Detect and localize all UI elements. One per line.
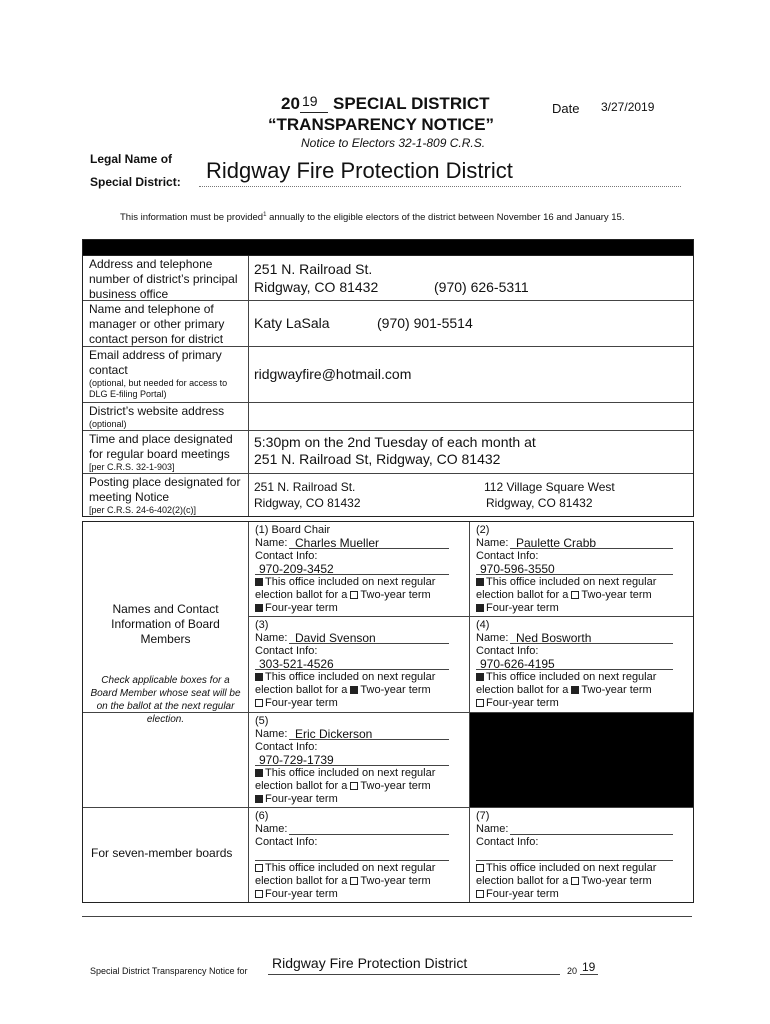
member-number: (2) [476, 524, 490, 536]
manager-name: Katy LaSala [254, 315, 330, 331]
member-name-value[interactable]: Charles Mueller [295, 536, 380, 550]
website-value [249, 403, 693, 430]
member-contact-label: Contact Info: [255, 550, 318, 562]
meeting-label-sub: [per C.R.S. 32-1-903] [89, 462, 175, 472]
posting-label-sub: [per C.R.S. 24-6-402(2)(c)] [89, 505, 197, 515]
bottom-rule [82, 916, 692, 917]
two-year-label: Two-year term [360, 875, 431, 887]
four-year-label: Four-year term [486, 602, 559, 614]
two-year-checkbox[interactable] [571, 686, 579, 694]
four-year-checkbox[interactable] [476, 890, 484, 898]
footer-district-underline [268, 974, 560, 975]
member-contact-value-line [476, 849, 687, 862]
website-row [83, 403, 693, 431]
member-contact-underline [255, 860, 449, 861]
member-name-value[interactable]: David Svenson [295, 631, 376, 645]
meeting-label: Time and place designated for regular board meetings [89, 432, 233, 461]
two-year-label: Two-year term [360, 780, 431, 792]
special-district-label: Special District: [90, 175, 181, 189]
meeting-line1: 5:30pm on the 2nd Tuesday of each month at [254, 434, 536, 450]
table-header-bar [83, 240, 693, 256]
two-year-checkbox[interactable] [350, 591, 358, 599]
footer-prefix: Special District Transparency Notice for [90, 966, 248, 976]
member-name-underline [289, 834, 449, 835]
email-label-sub: (optional, but needed for access to DLG E-filing Portal) [89, 378, 228, 399]
two-year-checkbox[interactable] [571, 591, 579, 599]
posting-row [83, 474, 693, 516]
posting-label-cell [83, 474, 249, 516]
footer-year-prefix: 20 [567, 966, 578, 976]
four-year-line [255, 697, 463, 710]
posting-a-line2: Ridgway, CO 81432 [254, 496, 361, 510]
board-side-note: Check applicable boxes for a Board Member whose seat will be on the ballot at the next regular election. [90, 675, 241, 725]
four-year-line [476, 888, 687, 901]
member-name-label: Name: [255, 632, 288, 644]
two-year-label: Two-year term [581, 589, 652, 601]
two-year-checkbox[interactable] [350, 686, 358, 694]
manager-label: Name and telephone of manager or other primary contact person for district [83, 301, 249, 346]
ballot-line [476, 862, 687, 875]
title-line2: “TRANSPARENCY NOTICE” [268, 115, 495, 134]
board-blank-side [83, 713, 249, 807]
member-contact-value[interactable]: 970-729-1739 [259, 753, 334, 767]
notice-reference: Notice to Electors 32-1-809 C.R.S. [301, 136, 486, 150]
board-row-6-7 [83, 808, 693, 902]
ballot-line [255, 862, 463, 875]
four-year-line [255, 602, 463, 615]
website-label: District’s website address [89, 404, 225, 418]
posting-b-line1: 112 Village Square West [484, 480, 615, 494]
ballot-text2: election ballot for a [476, 875, 569, 887]
date-value: 3/27/2019 [601, 100, 655, 114]
member-name-label: Name: [476, 632, 509, 644]
ballot-text2: election ballot for a [476, 589, 569, 601]
member-contact-label: Contact Info: [476, 645, 539, 657]
email-value: ridgwayfire@hotmail.com [254, 366, 412, 382]
address-label: Address and telephone number of district’s principal business office [83, 256, 249, 300]
member-name-line [476, 823, 687, 836]
four-year-label: Four-year term [486, 697, 559, 709]
member-contact-value[interactable]: 970-596-3550 [480, 562, 555, 576]
two-year-checkbox[interactable] [571, 877, 579, 885]
ballot-text2: election ballot for a [255, 780, 348, 792]
ballot-text2: election ballot for a [255, 589, 348, 601]
two-year-label: Two-year term [360, 684, 431, 696]
member-contact-value[interactable]: 303-521-4526 [259, 657, 334, 671]
meeting-label-cell [83, 431, 249, 473]
on-ballot-checkbox[interactable] [476, 578, 484, 586]
ballot-text: This office included on next regular [486, 862, 657, 874]
member-contact-value-line [476, 658, 687, 671]
member-cell-6 [249, 808, 470, 902]
member-number: (5) [255, 715, 269, 727]
on-ballot-checkbox[interactable] [255, 769, 263, 777]
member-number-line [476, 810, 687, 823]
member-cell-4 [470, 617, 693, 712]
title-line1: SPECIAL DISTRICT [333, 94, 490, 113]
ballot-text: This office included on next regular [265, 576, 436, 588]
four-year-checkbox[interactable] [255, 699, 263, 707]
member-contact-line [476, 836, 687, 849]
ballot-text2: election ballot for a [476, 684, 569, 696]
four-year-line [476, 602, 687, 615]
member-name-label: Name: [255, 728, 288, 740]
member-contact-label: Contact Info: [476, 836, 539, 848]
ballot-line [255, 767, 463, 780]
member-contact-value[interactable]: 970-626-4195 [480, 657, 555, 671]
info-note [120, 212, 624, 223]
address-value [249, 256, 693, 300]
posting-value [249, 474, 693, 516]
member-number: (4) [476, 619, 490, 631]
four-year-label: Four-year term [486, 888, 559, 900]
member-name-value[interactable]: Paulette Crabb [516, 536, 597, 550]
two-year-label: Two-year term [360, 589, 431, 601]
four-year-label: Four-year term [265, 793, 338, 805]
meeting-row [83, 431, 693, 474]
ballot-line [476, 671, 687, 684]
address-line1: 251 N. Railroad St. [254, 261, 373, 277]
term-line [255, 684, 463, 697]
on-ballot-checkbox[interactable] [255, 578, 263, 586]
two-year-checkbox[interactable] [350, 877, 358, 885]
ballot-text: This office included on next regular [486, 671, 657, 683]
ballot-text: This office included on next regular [265, 862, 436, 874]
email-label-cell [83, 347, 249, 402]
email-label: Email address of primary contact [89, 348, 222, 377]
posting-b-line2: Ridgway, CO 81432 [486, 496, 593, 510]
district-info-table [82, 239, 694, 517]
member-contact-value-line [255, 849, 463, 862]
member-number: (6) [255, 810, 269, 822]
ballot-text2: election ballot for a [255, 684, 348, 696]
member-name-line [255, 537, 463, 550]
member-name-label: Name: [476, 823, 509, 835]
district-name-underline [199, 186, 681, 187]
member-contact-value-line [255, 563, 463, 576]
footnote-marker: 1 [263, 212, 267, 218]
member-name-line [255, 632, 463, 645]
posting-label: Posting place designated for meeting Notice [89, 475, 241, 504]
term-line [255, 589, 463, 602]
ballot-line [255, 671, 463, 684]
term-line [476, 684, 687, 697]
member-cell-7 [470, 808, 693, 902]
four-year-checkbox[interactable] [255, 795, 263, 803]
title-year-underline [300, 112, 328, 113]
on-ballot-checkbox[interactable] [255, 673, 263, 681]
member-cell-5 [249, 713, 470, 807]
member-contact-label: Contact Info: [255, 836, 318, 848]
board-members-table [82, 521, 694, 903]
manager-row [83, 301, 693, 347]
four-year-checkbox[interactable] [255, 890, 263, 898]
ballot-text: This office included on next regular [265, 767, 436, 779]
member-contact-label: Contact Info: [255, 645, 318, 657]
four-year-checkbox[interactable] [476, 604, 484, 612]
ballot-text2: election ballot for a [255, 875, 348, 887]
term-line [255, 875, 463, 888]
board-members-grid-top [249, 522, 693, 712]
seven-member-side [83, 808, 249, 902]
on-ballot-checkbox[interactable] [476, 864, 484, 872]
posting-a-line1: 251 N. Railroad St. [254, 480, 356, 494]
two-year-checkbox[interactable] [350, 782, 358, 790]
member-name-value[interactable]: Eric Dickerson [295, 727, 373, 741]
four-year-line [255, 793, 463, 806]
member-name-line [476, 537, 687, 550]
title-year-suffix: 19 [302, 93, 318, 109]
member-name-label: Name: [476, 537, 509, 549]
address-line2: Ridgway, CO 81432 [254, 279, 379, 295]
ballot-text: This office included on next regular [486, 576, 657, 588]
board-row-3-4 [249, 617, 693, 712]
member-cell-blacked-out [470, 713, 693, 807]
member-number: (7) [476, 810, 490, 822]
term-line [476, 589, 687, 602]
on-ballot-checkbox[interactable] [476, 673, 484, 681]
two-year-label: Two-year term [581, 684, 652, 696]
manager-value [249, 301, 693, 346]
ballot-line [476, 576, 687, 589]
term-line [255, 780, 463, 793]
footer-year-suffix: 19 [582, 960, 596, 974]
member-name-line [255, 728, 463, 741]
board-side-title: Names and Contact Information of Board Members [111, 602, 220, 646]
footer-district-name: Ridgway Fire Protection District [272, 955, 468, 971]
date-label: Date [552, 101, 580, 116]
member-name-value[interactable]: Ned Bosworth [516, 631, 592, 645]
four-year-checkbox[interactable] [476, 699, 484, 707]
four-year-checkbox[interactable] [255, 604, 263, 612]
term-line [476, 875, 687, 888]
member-contact-value[interactable]: 970-209-3452 [259, 562, 334, 576]
member-name-line [255, 823, 463, 836]
address-phone: (970) 626-5311 [434, 279, 529, 295]
member-number: (1) Board Chair [255, 524, 331, 536]
member-cell-1 [249, 522, 470, 616]
info-note-text-a: This information must be provided [120, 212, 264, 224]
on-ballot-checkbox[interactable] [255, 864, 263, 872]
two-year-label: Two-year term [581, 875, 652, 887]
four-year-line [476, 697, 687, 710]
address-row [83, 256, 693, 301]
seven-member-label: For seven-member boards [91, 846, 233, 860]
member-contact-label: Contact Info: [255, 741, 318, 753]
ballot-line [255, 576, 463, 589]
member-contact-value-line [255, 754, 463, 767]
member-name-label: Name: [255, 537, 288, 549]
member-contact-label: Contact Info: [476, 550, 539, 562]
board-row-a [83, 522, 693, 725]
ballot-text: This office included on next regular [265, 671, 436, 683]
manager-phone: (970) 901-5514 [377, 315, 473, 331]
member-contact-line [255, 836, 463, 849]
board-row-5 [83, 713, 693, 808]
email-value-cell [249, 347, 693, 402]
member-contact-value-line [255, 658, 463, 671]
meeting-value [249, 431, 693, 473]
member-contact-value-line [476, 563, 687, 576]
member-name-label: Name: [255, 823, 288, 835]
four-year-label: Four-year term [265, 602, 338, 614]
member-cell-3 [249, 617, 470, 712]
legal-name-label: Legal Name of [90, 152, 173, 166]
district-name: Ridgway Fire Protection District [206, 158, 513, 183]
member-name-line [476, 632, 687, 645]
member-cell-2 [470, 522, 693, 616]
member-number: (3) [255, 619, 269, 631]
board-row-1-2 [249, 522, 693, 617]
email-row [83, 347, 693, 403]
member-number-line [255, 810, 463, 823]
member-name-underline [510, 834, 673, 835]
footer-year-underline [580, 974, 598, 975]
website-label-cell [83, 403, 249, 430]
four-year-line [255, 888, 463, 901]
four-year-label: Four-year term [265, 697, 338, 709]
info-note-text-b: annually to the eligible electors of the district between November 16 and January 15. [266, 212, 625, 224]
member-contact-underline [476, 860, 673, 861]
website-label-sub: (optional) [89, 419, 127, 429]
meeting-line2: 251 N. Railroad St, Ridgway, CO 81432 [254, 451, 501, 467]
title-year-prefix: 20 [281, 94, 300, 113]
board-side-cell [83, 522, 249, 725]
four-year-label: Four-year term [265, 888, 338, 900]
